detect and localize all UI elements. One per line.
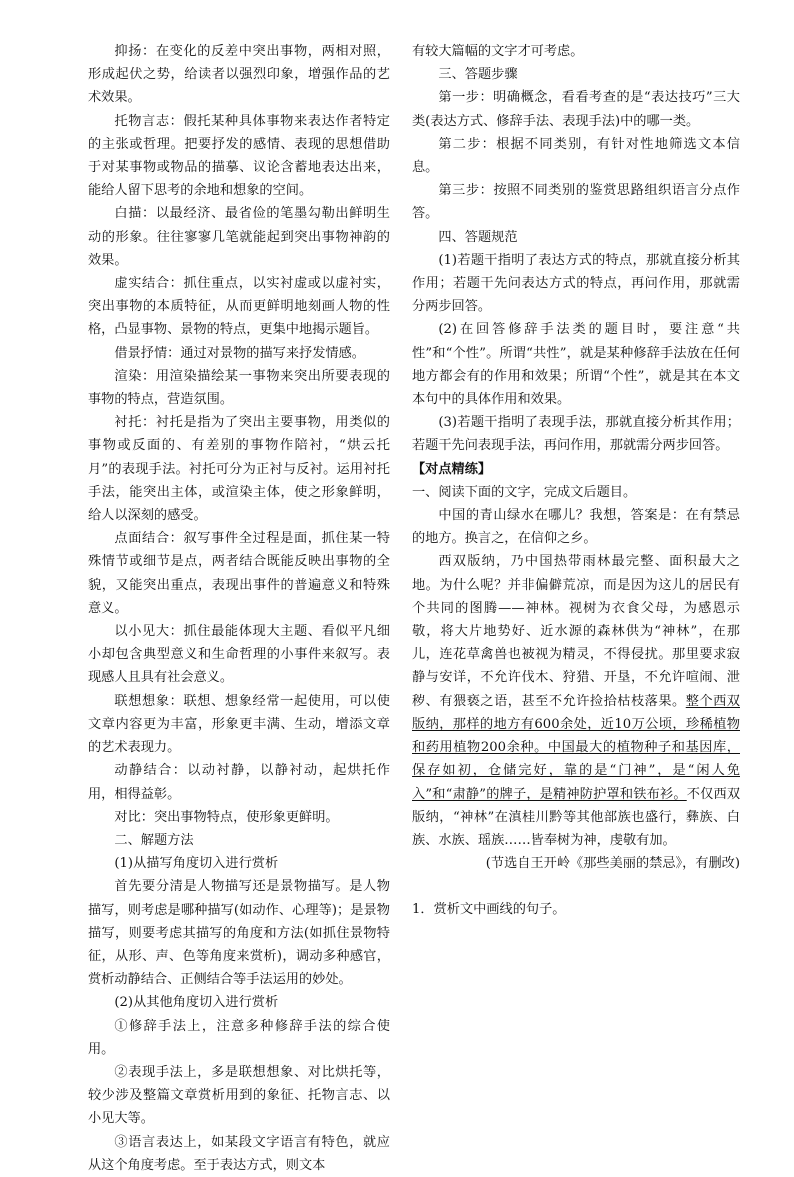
right-column (412, 40, 740, 922)
paragraph-jiejing-shuqing: 借景抒情：通过对景物的描写来抒发情感。 (114, 345, 365, 361)
exercise-instruction: 一、阅读下面的文字，完成文后题目。 (412, 484, 637, 500)
subheading-2-2: (2)从其他角度切入进行赏析 (114, 995, 279, 1011)
paragraph-tuowu-yanzhi: 托物言志：假托某种具体事物来表达作者特定的主张或哲理。把要抒发的感情、表现的思想借助于对某事物或物品的描摹、议论含蓄地表达出来，能给人留下思考的余地和想象的空间。 (88, 113, 390, 199)
article-paragraph-2 (412, 550, 740, 852)
paragraph-xushi-jiehe: 虚实结合：抓住重点，以实衬虚或以虚衬实，突出事物的本质特征，从而更鲜明地刻画人物的性格，凸显事物、景物的特点，更集中地揭示题旨。 (88, 276, 390, 338)
guideline-2: (2)在回答修辞手法类的题目时，要注意“共性”和“个性”。所谓“共性”，就是某种修辞手法放在任何地方都会有的作用和效果；所谓“个性”，就是其在本文本句中的具体作用和效果。 (412, 322, 740, 408)
paragraph-miaoxie-angle: 首先要分清是人物描写还是景物描写。是人物描写，则考虑是哪种描写(如动作、心理等)；是景物描写，则要考虑其描写的角度和方法(如抓住景物特征，从形、声、色等角度来赏析)，调动多种感官，赏析动静结合、正侧结合等手法运用的妙处。 (88, 879, 390, 988)
practice-heading: 【对点精练】 (412, 461, 492, 477)
section-heading-2: 二、解题方法 (114, 832, 194, 848)
paragraph-yixiao-jianda: 以小见大：抓住最能体现大主题、看似平凡细小却包含典型意义和生命哲理的小事件来叙写。表现感人且具有社会意义。 (88, 624, 390, 686)
article-text: 西双版纳，乃中国热带雨林最完整、面积最大之地。为什么呢？并非偏僻荒凉，而是因为这儿的居民有个共同的图腾——神林。视树为衣食父母，为感恩示敬，将大片地势好、近水源的森林供为“神林”，在那儿，连花草禽兽也被视为精灵，不得侵扰。那里要求寂静与安详，不允许伐木、狩猎、开垦，不允许喧闹、泄秽、有猥亵之语，甚至不允许捡拾枯枝落果。 (412, 554, 740, 709)
guideline-1: (1)若题干指明了表达方式的特点，那就直接分析其作用；若题干先问表达方式的特点，再问作用，那就需分两步回答。 (412, 252, 740, 315)
paragraph-dianmian-jiehe: 点面结合：叙写事件全过程是面，抓住某一特殊情节或细节是点，两者结合既能反映出事物的全貌，又能突出重点，表现出事件的普遍意义和特殊意义。 (88, 531, 390, 616)
paragraph-expression: ②表现手法上，多是联想想象、对比烘托等，较少涉及整篇文章赏析用到的象征、托物言志、以小见大等。 (88, 1064, 390, 1127)
step-2: 第二步：根据不同类别，有针对性地筛选文本信息。 (412, 136, 740, 176)
underlined-sentence: 整个西双版纳，那样的地方有600余处，近10万公顷，珍稀植物和药用植物200余种。中国最大的植物种子和基因库，保存如初，仓储完好，靠的是“门神”，是“闲人免入”和“肃静”的牌子，是精神防护罩和铁布衫。 (412, 693, 740, 802)
article-source: (节选自王开岭《那些美丽的禁忌》，有删改) (485, 856, 740, 872)
guideline-3: (3)若题干指明了表现手法，那就直接分析其作用；若题干先问表现手法，再问作用，那就需分两步回答。 (412, 415, 740, 454)
paragraph-chentuo: 衬托：衬托是指为了突出主要事物，用类似的事物或反面的、有差别的事物作陪衬，“烘云托月”的表现手法。衬托可分为正衬与反衬。运用衬托手法，能突出主体，或渲染主体，使之形象鲜明，给人以深刻的感受。 (88, 415, 390, 524)
paragraph-rhetoric: ①修辞手法上，注意多种修辞手法的综合使用。 (88, 1018, 390, 1057)
article-paragraph-1: 中国的青山绿水在哪儿？我想，答案是：在有禁忌的地方。换言之，在信仰之乡。 (412, 508, 740, 547)
step-1: 第一步：明确概念，看看考查的是“表达技巧”三大类(表达方式、修辞手法、表现手法)中的哪一类。 (412, 90, 740, 129)
left-column (88, 40, 390, 1177)
step-3: 第三步：按照不同类别的鉴赏思路组织语言分点作答。 (412, 183, 740, 222)
paragraph-dongjing-jiehe: 动静结合：以动衬静，以静衬动，起烘托作用，相得益彰。 (88, 763, 390, 802)
paragraph-language: ③语言表达上，如某段文字语言有特色，就应从这个角度考虑。至于表达方式，则文本 (88, 1134, 390, 1173)
paragraph-yiyang: 抑扬：在变化的反差中突出事物，两相对照，形成起伏之势，给读者以强烈印象，增强作品的艺术效果。 (88, 44, 390, 106)
section-heading-3: 三、答题步骤 (438, 67, 518, 83)
paragraph-duibi: 对比：突出事物特点，使形象更鲜明。 (114, 809, 339, 825)
question-1: 1．赏析文中画线的句子。 (412, 902, 566, 918)
paragraph-baimiao: 白描：以最经济、最省俭的笔墨勾勒出鲜明生动的形象。往往寥寥几笔就能起到突出事物神韵的效果。 (88, 206, 390, 268)
article-text-tail: 不仅西双版纳，“神林”在滇桂川黔等其他部族也盛行，彝族、白族、水族、瑶族……皆奉树为神，虔敬有加。 (412, 786, 741, 848)
paragraph-continued: 有较大篇幅的文字才可考虑。 (412, 44, 584, 59)
section-heading-4: 四、答题规范 (438, 229, 518, 245)
paragraph-xuanran: 渲染：用渲染描绘某一事物来突出所要表现的事物的特点，营造氛围。 (88, 368, 390, 408)
subheading-2-1: (1)从描写角度切入进行赏析 (114, 856, 279, 872)
paragraph-lianxiang-xiangxiang: 联想想象：联想、想象经常一起使用，可以使文章内容更为丰富，形象更丰满、生动，增添文章的艺术表现力。 (88, 693, 390, 756)
